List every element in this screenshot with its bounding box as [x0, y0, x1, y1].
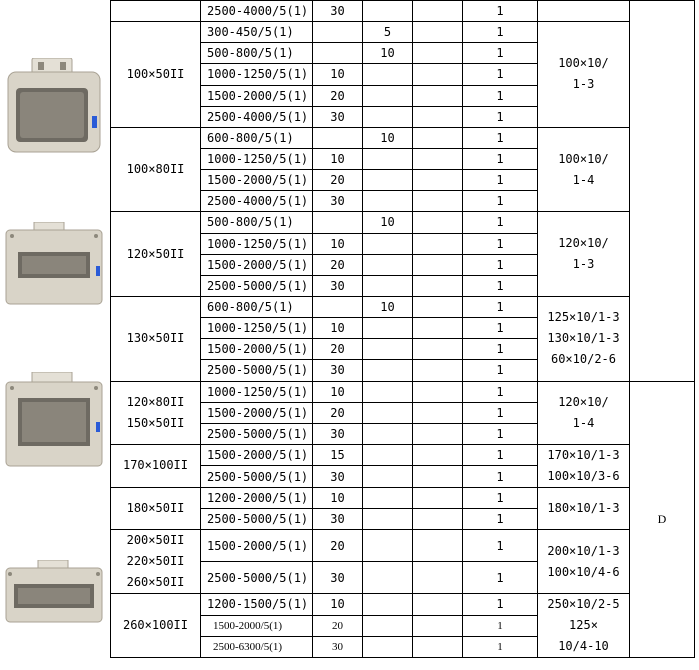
col-a-cell	[313, 43, 363, 64]
col-a-cell	[313, 22, 363, 43]
table-row	[111, 212, 695, 233]
col-c-cell	[413, 233, 463, 254]
col-a-cell: 10	[313, 594, 363, 615]
window-size: 130×50ΙΙ	[126, 331, 185, 346]
col-c-cell	[413, 636, 463, 657]
table-row	[111, 127, 695, 148]
col-d-cell: 1	[463, 636, 538, 657]
ratio-cell: 1500-2000/5(1)	[201, 615, 313, 636]
col-a-cell: 30	[313, 106, 363, 127]
busbar-cell	[538, 444, 630, 487]
col-c-cell	[413, 170, 463, 191]
ratio-cell: 2500-5000/5(1)	[201, 509, 313, 530]
table-row	[111, 296, 695, 317]
col-c-cell	[413, 22, 463, 43]
col-c-cell	[413, 1, 463, 22]
busbar-spec: 170×10/1-3	[547, 447, 620, 462]
transformer-photo-square	[4, 58, 104, 154]
col-d-cell: 1	[463, 212, 538, 233]
ratio-cell: 600-800/5(1)	[201, 127, 313, 148]
col-a-cell: 20	[313, 530, 363, 562]
busbar-spec: 1-4	[572, 415, 595, 430]
col-c-cell	[413, 339, 463, 360]
col-a-cell: 30	[313, 509, 363, 530]
col-a-cell	[313, 127, 363, 148]
window-size-cell	[111, 444, 201, 487]
col-d-cell: 1	[463, 466, 538, 488]
col-d-cell: 1	[463, 170, 538, 191]
col-d-cell: 1	[463, 106, 538, 127]
table-row	[111, 487, 695, 508]
col-b-cell	[363, 233, 413, 254]
window-size-cell	[111, 594, 201, 658]
busbar-cell	[538, 487, 630, 529]
col-a-cell: 30	[313, 562, 363, 594]
window-size-cell	[111, 127, 201, 212]
col-b-cell	[363, 381, 413, 402]
col-c-cell	[413, 509, 463, 530]
col-b-cell	[363, 530, 413, 562]
col-b-cell	[363, 170, 413, 191]
ratio-cell: 2500-5000/5(1)	[201, 466, 313, 488]
busbar-spec: 100×10/	[558, 56, 609, 71]
busbar-cell	[538, 212, 630, 297]
spec-table	[110, 0, 695, 658]
window-size: 200×50ΙΙ	[126, 533, 185, 548]
busbar-spec: 100×10/3-6	[547, 468, 620, 483]
col-c-cell	[413, 64, 463, 85]
col-a-cell: 30	[313, 466, 363, 488]
col-a-cell: 30	[313, 636, 363, 657]
col-d-cell: 1	[463, 1, 538, 22]
col-b-cell	[363, 275, 413, 296]
window-size-cell	[111, 381, 201, 444]
ratio-cell: 1500-2000/5(1)	[201, 85, 313, 106]
ratio-cell: 1200-2000/5(1)	[201, 487, 313, 508]
col-d-cell: 1	[463, 509, 538, 530]
col-b-cell: 10	[363, 212, 413, 233]
col-b-cell: 10	[363, 127, 413, 148]
col-c-cell	[413, 148, 463, 169]
col-b-cell	[363, 318, 413, 339]
col-a-cell: 30	[313, 275, 363, 296]
col-c-cell	[413, 296, 463, 317]
ratio-cell: 1500-2000/5(1)	[201, 402, 313, 423]
col-c-cell	[413, 254, 463, 275]
col-a-cell: 10	[313, 64, 363, 85]
col-b-cell	[363, 509, 413, 530]
col-b-cell	[363, 402, 413, 423]
col-c-cell	[413, 444, 463, 466]
col-c-cell	[413, 423, 463, 444]
col-b-cell	[363, 444, 413, 466]
busbar-cell	[538, 127, 630, 212]
table-row	[111, 1, 695, 22]
col-d-cell: 1	[463, 402, 538, 423]
col-b-cell: 10	[363, 43, 413, 64]
col-d-cell: 1	[463, 530, 538, 562]
busbar-spec: 120×10/	[558, 394, 609, 409]
col-c-cell	[413, 318, 463, 339]
window-size: 170×100ΙΙ	[122, 458, 189, 473]
col-a-cell: 15	[313, 444, 363, 466]
busbar-cell	[538, 594, 630, 658]
window-size: 180×50ΙΙ	[126, 501, 185, 516]
col-c-cell	[413, 191, 463, 212]
col-b-cell: 5	[363, 22, 413, 43]
col-d-cell: 1	[463, 64, 538, 85]
col-d-cell: 1	[463, 360, 538, 381]
col-b-cell	[363, 636, 413, 657]
col-b-cell	[363, 615, 413, 636]
col-a-cell: 20	[313, 402, 363, 423]
col-c-cell	[413, 106, 463, 127]
spec-table-body	[111, 1, 695, 658]
busbar-spec: 1-4	[572, 172, 595, 187]
col-a-cell: 10	[313, 487, 363, 508]
busbar-cell	[538, 296, 630, 381]
ratio-cell: 1200-1500/5(1)	[201, 594, 313, 615]
col-d-cell: 1	[463, 43, 538, 64]
col-c-cell	[413, 562, 463, 594]
col-b-cell	[363, 1, 413, 22]
ratio-cell: 1000-1250/5(1)	[201, 233, 313, 254]
window-size-cell	[111, 487, 201, 529]
ratio-cell: 2500-5000/5(1)	[201, 562, 313, 594]
ratio-cell: 500-800/5(1)	[201, 43, 313, 64]
table-row	[111, 381, 695, 402]
ratio-cell: 1500-2000/5(1)	[201, 170, 313, 191]
col-d-cell: 1	[463, 254, 538, 275]
table-row	[111, 22, 695, 43]
col-d-cell: 1	[463, 233, 538, 254]
busbar-spec: 60×10/2-6	[550, 352, 617, 367]
window-size: 260×100ΙΙ	[122, 618, 189, 633]
col-d-cell: 1	[463, 85, 538, 106]
ratio-cell: 600-800/5(1)	[201, 296, 313, 317]
col-d-cell: 1	[463, 191, 538, 212]
col-c-cell	[413, 127, 463, 148]
busbar-spec: 10/4-10	[558, 639, 609, 654]
busbar-cell	[538, 530, 630, 594]
ratio-cell: 2500-6300/5(1)	[201, 636, 313, 657]
col-d-cell: 1	[463, 127, 538, 148]
col-a-cell: 10	[313, 148, 363, 169]
window-size: 100×50ΙΙ	[126, 66, 185, 81]
grade-cell: D	[630, 381, 695, 658]
col-b-cell	[363, 339, 413, 360]
col-d-cell: 1	[463, 22, 538, 43]
window-size-cell	[111, 1, 201, 22]
col-b-cell	[363, 64, 413, 85]
busbar-spec: 250×10/2-5	[547, 597, 620, 612]
col-b-cell	[363, 191, 413, 212]
busbar-spec: 125×10/1-3	[547, 310, 620, 325]
ratio-cell: 2500-5000/5(1)	[201, 360, 313, 381]
col-c-cell	[413, 212, 463, 233]
col-c-cell	[413, 360, 463, 381]
col-d-cell: 1	[463, 381, 538, 402]
col-a-cell: 20	[313, 254, 363, 275]
busbar-spec: 1-3	[572, 77, 595, 92]
col-b-cell	[363, 466, 413, 488]
window-size: 220×50ΙΙ	[126, 554, 185, 569]
busbar-spec: 130×10/1-3	[547, 331, 620, 346]
ratio-cell: 1500-2000/5(1)	[201, 339, 313, 360]
col-d-cell: 1	[463, 487, 538, 508]
col-d-cell: 1	[463, 148, 538, 169]
col-a-cell	[313, 212, 363, 233]
grade-cell-upper	[630, 1, 695, 382]
col-a-cell: 20	[313, 170, 363, 191]
col-a-cell	[313, 296, 363, 317]
window-size: 260×50ΙΙ	[126, 575, 185, 590]
ratio-cell: 1000-1250/5(1)	[201, 318, 313, 339]
col-d-cell: 1	[463, 339, 538, 360]
col-c-cell	[413, 43, 463, 64]
col-d-cell: 1	[463, 444, 538, 466]
ratio-cell: 1000-1250/5(1)	[201, 148, 313, 169]
busbar-spec: 100×10/4-6	[547, 564, 620, 579]
col-a-cell: 30	[313, 191, 363, 212]
col-b-cell	[363, 594, 413, 615]
col-c-cell	[413, 275, 463, 296]
col-b-cell	[363, 106, 413, 127]
busbar-spec: 120×10/	[558, 236, 609, 251]
col-c-cell	[413, 85, 463, 106]
ratio-cell: 2500-4000/5(1)	[201, 191, 313, 212]
col-a-cell: 20	[313, 615, 363, 636]
window-size: 150×50ΙΙ	[126, 415, 185, 430]
col-b-cell	[363, 85, 413, 106]
transformer-photo-long	[4, 560, 104, 624]
ratio-cell: 2500-5000/5(1)	[201, 423, 313, 444]
ratio-cell: 1500-2000/5(1)	[201, 444, 313, 466]
col-d-cell: 1	[463, 562, 538, 594]
col-d-cell: 1	[463, 318, 538, 339]
table-row	[111, 444, 695, 466]
col-b-cell	[363, 423, 413, 444]
col-b-cell	[363, 148, 413, 169]
col-d-cell: 1	[463, 423, 538, 444]
col-a-cell: 10	[313, 318, 363, 339]
ratio-cell: 300-450/5(1)	[201, 22, 313, 43]
col-b-cell	[363, 487, 413, 508]
col-b-cell	[363, 254, 413, 275]
ratio-cell: 500-800/5(1)	[201, 212, 313, 233]
col-d-cell: 1	[463, 615, 538, 636]
col-b-cell: 10	[363, 296, 413, 317]
busbar-spec: 125×	[569, 618, 598, 633]
ratio-cell: 1500-2000/5(1)	[201, 530, 313, 562]
ratio-cell: 2500-4000/5(1)	[201, 106, 313, 127]
busbar-spec: 200×10/1-3	[547, 543, 620, 558]
window-size-cell	[111, 212, 201, 297]
ratio-cell: 2500-4000/5(1)	[201, 1, 313, 22]
ratio-cell: 1000-1250/5(1)	[201, 64, 313, 85]
col-c-cell	[413, 615, 463, 636]
col-a-cell: 20	[313, 339, 363, 360]
table-row	[111, 530, 695, 562]
busbar-cell	[538, 381, 630, 444]
busbar-cell	[538, 1, 630, 22]
busbar-spec: 1-3	[572, 257, 595, 272]
col-c-cell	[413, 594, 463, 615]
col-c-cell	[413, 530, 463, 562]
table-row	[111, 594, 695, 615]
col-a-cell: 20	[313, 85, 363, 106]
window-size: 120×80ΙΙ	[126, 394, 185, 409]
col-c-cell	[413, 402, 463, 423]
window-size-cell	[111, 296, 201, 381]
col-c-cell	[413, 487, 463, 508]
busbar-cell	[538, 22, 630, 128]
col-a-cell: 10	[313, 381, 363, 402]
col-b-cell	[363, 562, 413, 594]
busbar-spec: 100×10/	[558, 151, 609, 166]
busbar-spec: 180×10/1-3	[547, 501, 620, 516]
window-size-cell	[111, 530, 201, 594]
ratio-cell: 2500-5000/5(1)	[201, 275, 313, 296]
col-d-cell: 1	[463, 275, 538, 296]
transformer-photo-wide	[4, 222, 104, 306]
col-a-cell: 30	[313, 360, 363, 381]
ratio-cell: 1000-1250/5(1)	[201, 381, 313, 402]
window-size: 100×80ΙΙ	[126, 162, 185, 177]
col-a-cell: 30	[313, 423, 363, 444]
col-d-cell: 1	[463, 296, 538, 317]
col-c-cell	[413, 466, 463, 488]
col-a-cell: 30	[313, 1, 363, 22]
col-b-cell	[363, 360, 413, 381]
ratio-cell: 1500-2000/5(1)	[201, 254, 313, 275]
col-d-cell: 1	[463, 594, 538, 615]
window-size: 120×50ΙΙ	[126, 246, 185, 261]
col-c-cell	[413, 381, 463, 402]
window-size-cell	[111, 22, 201, 128]
col-a-cell: 10	[313, 233, 363, 254]
transformer-photo-tall	[4, 372, 104, 468]
